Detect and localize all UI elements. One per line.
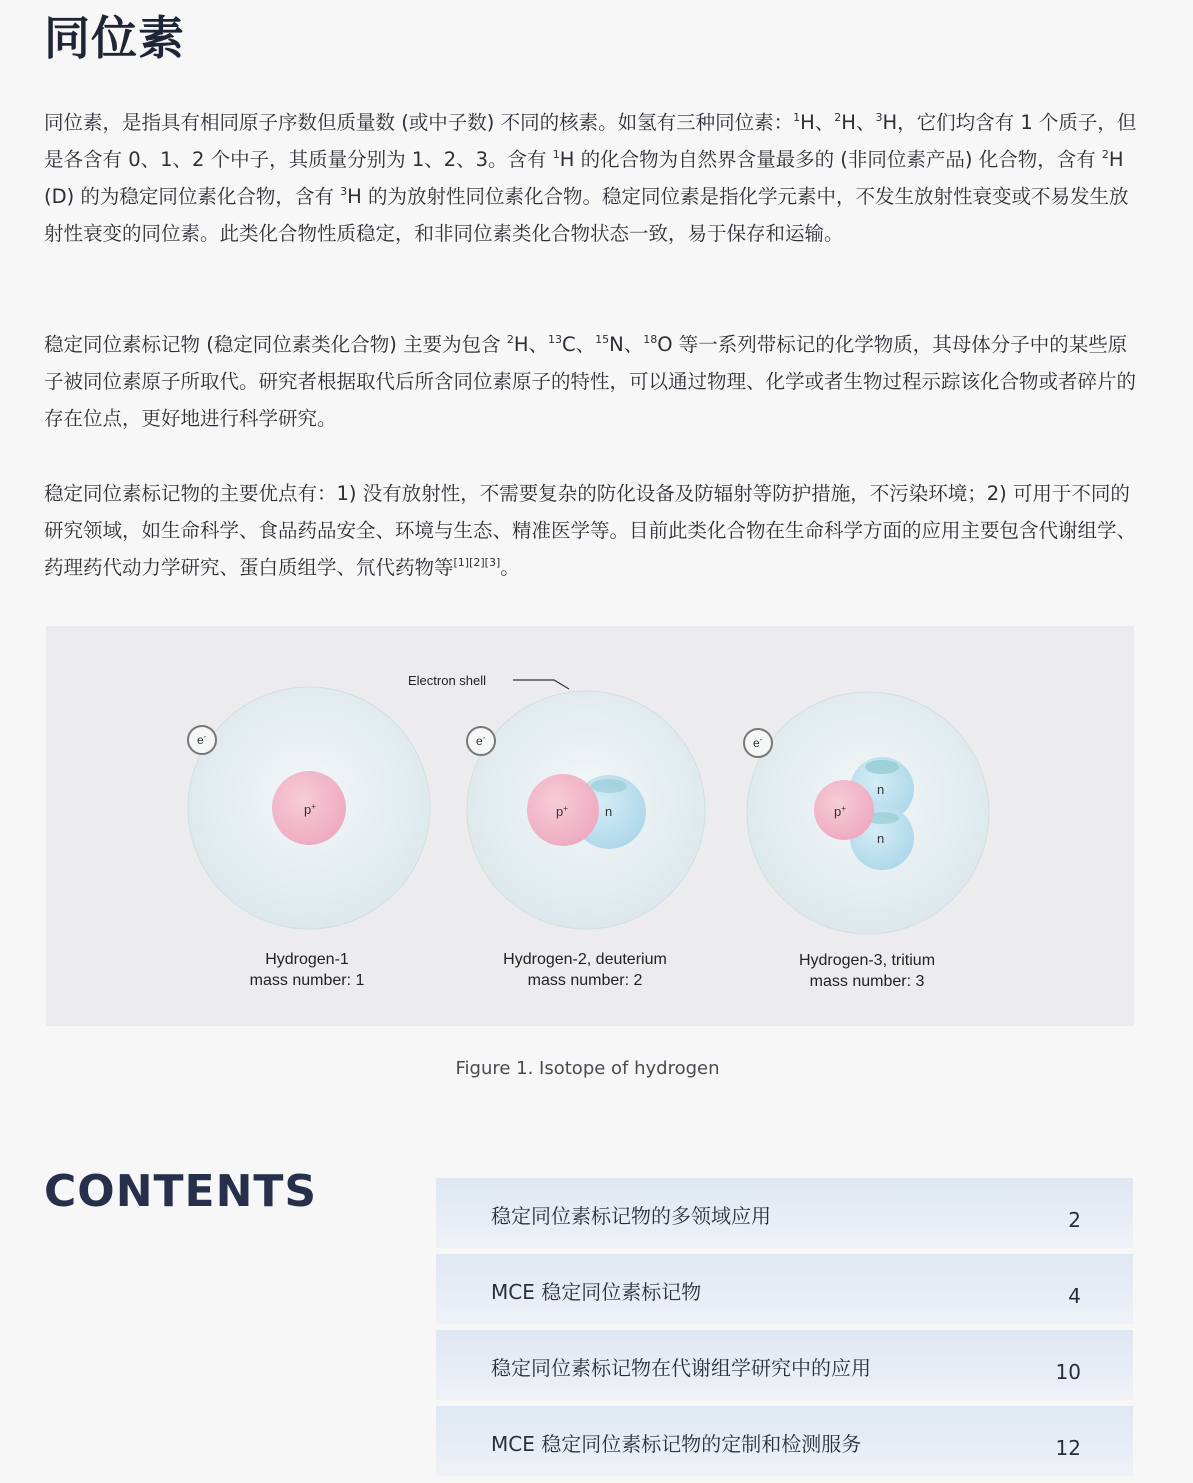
paragraph-stable-labels: 稳定同位素标记物 (稳定同位素类化合物) 主要为包含 $^2$H、$^{13}$C、$^{15}$N、$^{18}$O 等一系列带标记的化学物质，其母体分子中的某些原子被同位素原子所取代。研究者根据取代后所含同位素原子的特性，可以通过物理、化学或者生物过程示踪该化合物或者碎片的存在位点，更好地进行科学研究。 — [44, 333, 1137, 430]
electron-label: e- — [753, 735, 763, 750]
proton-label: p+ — [834, 804, 846, 819]
toc-item-label: MCE 稳定同位素标记物的定制和检测服务 — [491, 1432, 862, 1456]
paragraph-isotope-definition: 同位素，是指具有相同原子序数但质量数 (或中子数) 不同的核素。如氢有三种同位素：$^1$H、$^2$H、$^3$H，它们均含有 1 个质子，但是各含有 0、1、2 个中子，其质量分别为 1、2、3。含有 $^1$H 的化合物为自然界含量最多的 (非同位素产品) 化合物，含有 $^2$H (D) 的为稳定同位素化合物，含有 $^3$H 的为放射性同位素化合物。稳定同位素是指化学元素中，不发生放射性衰变或不易发生放射性衰变的同位素。此类化合物性质稳定，和非同位素类化合物状态一致，易于保存和运输。 — [44, 111, 1137, 245]
paragraph-advantages: 稳定同位素标记物的主要优点有：1) 没有放射性，不需要复杂的防化设备及防辐射等防护措施，不污染环境；2) 可用于不同的研究领域，如生命科学、食品药品安全、环境与生态、精准医学等。目前此类化合物在生命科学方面的应用主要包含代谢组学、药理药代动力学研究、蛋白质组学、氘代药物等[1][2][3]。 — [44, 482, 1137, 579]
figure-caption: Figure 1. Isotope of hydrogen — [455, 1058, 720, 1079]
electron-shell-label: Electron shell — [408, 673, 487, 688]
neutron-label: n — [877, 782, 885, 797]
electron-label: e- — [197, 732, 207, 747]
toc-item[interactable] — [436, 1406, 1133, 1476]
atom-mass-label: mass number: 1 — [249, 972, 365, 989]
table-of-contents — [436, 1178, 1133, 1482]
toc-item-label: 稳定同位素标记物在代谢组学研究中的应用 — [491, 1356, 871, 1380]
neutron-label: n — [605, 804, 613, 819]
atom-hydrogen-3 — [744, 692, 989, 934]
toc-item[interactable] — [436, 1254, 1133, 1324]
proton-label: p+ — [556, 804, 568, 819]
toc-item-label: 稳定同位素标记物的多领域应用 — [491, 1204, 771, 1228]
toc-item[interactable] — [436, 1330, 1133, 1400]
electron-shell-pointer — [513, 680, 569, 689]
neutron-cap — [591, 779, 627, 793]
neutron-cap — [865, 760, 899, 774]
proton-label: p+ — [304, 802, 316, 817]
atom-mass-label: mass number: 3 — [809, 973, 925, 990]
toc-item-label: MCE 稳定同位素标记物 — [491, 1280, 702, 1304]
atom-hydrogen-1 — [188, 687, 430, 929]
contents-title: CONTENTS — [44, 1166, 318, 1217]
page-title: 同位素 — [44, 11, 185, 65]
electron-label: e- — [476, 733, 486, 748]
toc-item[interactable] — [436, 1178, 1133, 1248]
toc-item-page: 2 — [1068, 1208, 1081, 1232]
atom-hydrogen-2 — [467, 691, 705, 929]
atom-name-label: Hydrogen-2, deuterium — [503, 951, 667, 968]
atom-name-label: Hydrogen-1 — [265, 951, 349, 968]
toc-item-page: 10 — [1055, 1360, 1081, 1384]
toc-item-page: 4 — [1068, 1284, 1081, 1308]
neutron-label: n — [877, 831, 885, 846]
hydrogen-isotope-figure — [46, 626, 1134, 1026]
atom-mass-label: mass number: 2 — [527, 972, 643, 989]
toc-item-page: 12 — [1055, 1436, 1081, 1460]
atom-name-label: Hydrogen-3, tritium — [798, 952, 936, 969]
